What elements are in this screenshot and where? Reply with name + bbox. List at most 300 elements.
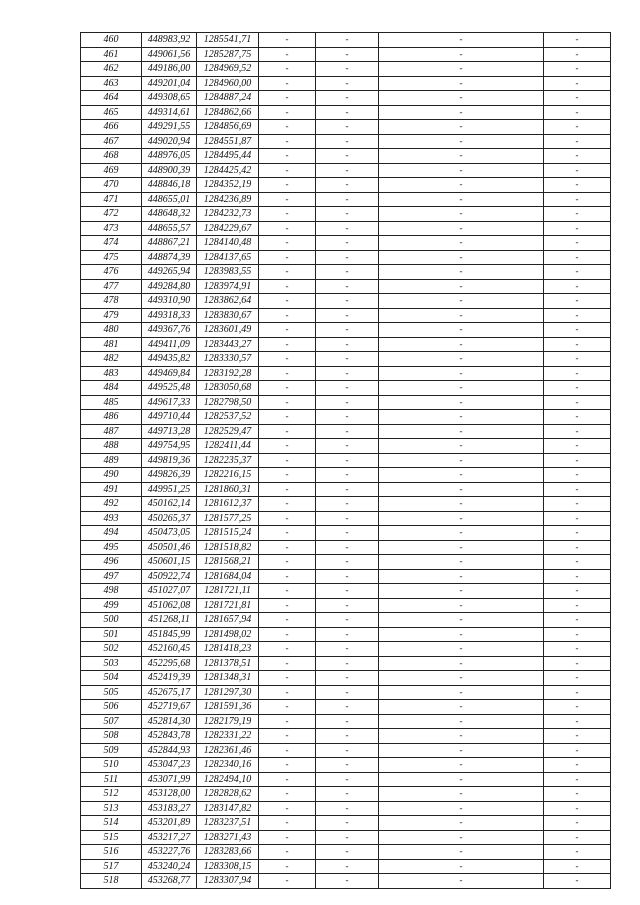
table-row: [81, 134, 611, 149]
cell-col-5: -: [316, 569, 379, 584]
cell-col-6: -: [379, 120, 544, 135]
cell-point-number: 496: [81, 555, 142, 570]
cell-coord-x: 453268,77: [142, 874, 197, 889]
cell-coord-x: 449826,39: [142, 468, 197, 483]
cell-col-7: -: [544, 816, 611, 831]
cell-point-number: 489: [81, 453, 142, 468]
cell-coord-x: 449617,33: [142, 395, 197, 410]
cell-col-6: -: [379, 149, 544, 164]
cell-col-7: -: [544, 352, 611, 367]
cell-col-7: -: [544, 366, 611, 381]
cell-coord-y: 1282411,44: [197, 439, 259, 454]
table-row: [81, 352, 611, 367]
cell-col-4: -: [259, 816, 316, 831]
table-row: [81, 366, 611, 381]
cell-col-5: -: [316, 526, 379, 541]
table-row: [81, 105, 611, 120]
cell-col-4: -: [259, 337, 316, 352]
cell-coord-y: 1284960,00: [197, 76, 259, 91]
cell-coord-x: 453201,89: [142, 816, 197, 831]
cell-coord-y: 1281591,36: [197, 700, 259, 715]
cell-col-4: -: [259, 352, 316, 367]
table-row: [81, 569, 611, 584]
cell-coord-x: 453183,27: [142, 801, 197, 816]
cell-col-5: -: [316, 352, 379, 367]
cell-col-5: -: [316, 656, 379, 671]
cell-col-6: -: [379, 598, 544, 613]
cell-coord-x: 448900,39: [142, 163, 197, 178]
cell-col-6: -: [379, 62, 544, 77]
cell-coord-y: 1281612,37: [197, 497, 259, 512]
table-row: [81, 526, 611, 541]
table-row: [81, 685, 611, 700]
cell-col-7: -: [544, 613, 611, 628]
cell-point-number: 495: [81, 540, 142, 555]
cell-col-7: -: [544, 685, 611, 700]
cell-coord-x: 449291,55: [142, 120, 197, 135]
cell-col-4: -: [259, 598, 316, 613]
table-row: [81, 787, 611, 802]
cell-coord-y: 1283192,28: [197, 366, 259, 381]
cell-col-6: -: [379, 497, 544, 512]
cell-col-4: -: [259, 772, 316, 787]
cell-coord-y: 1282828,62: [197, 787, 259, 802]
cell-col-6: -: [379, 163, 544, 178]
cell-col-6: -: [379, 294, 544, 309]
cell-col-4: -: [259, 453, 316, 468]
cell-col-5: -: [316, 816, 379, 831]
cell-coord-x: 452814,30: [142, 714, 197, 729]
cell-col-7: -: [544, 207, 611, 222]
cell-point-number: 501: [81, 627, 142, 642]
cell-coord-y: 1283308,15: [197, 859, 259, 874]
cell-col-4: -: [259, 134, 316, 149]
table-row: [81, 830, 611, 845]
cell-col-5: -: [316, 642, 379, 657]
cell-coord-y: 1284425,42: [197, 163, 259, 178]
cell-col-4: -: [259, 236, 316, 251]
cell-coord-x: 449525,48: [142, 381, 197, 396]
cell-coord-y: 1284551,87: [197, 134, 259, 149]
cell-col-7: -: [544, 265, 611, 280]
cell-col-7: -: [544, 540, 611, 555]
cell-point-number: 483: [81, 366, 142, 381]
cell-col-7: -: [544, 874, 611, 889]
cell-coord-y: 1283307,94: [197, 874, 259, 889]
table-row: [81, 207, 611, 222]
cell-col-6: -: [379, 192, 544, 207]
cell-coord-x: 449020,94: [142, 134, 197, 149]
cell-col-6: -: [379, 671, 544, 686]
cell-coord-x: 448648,32: [142, 207, 197, 222]
cell-col-6: -: [379, 859, 544, 874]
cell-coord-y: 1284495,44: [197, 149, 259, 164]
cell-col-7: -: [544, 120, 611, 135]
cell-col-6: -: [379, 801, 544, 816]
cell-coord-y: 1284229,67: [197, 221, 259, 236]
cell-coord-y: 1284140,48: [197, 236, 259, 251]
cell-col-5: -: [316, 178, 379, 193]
cell-coord-y: 1285287,75: [197, 47, 259, 62]
cell-coord-x: 449061,56: [142, 47, 197, 62]
cell-coord-y: 1283147,82: [197, 801, 259, 816]
cell-col-5: -: [316, 91, 379, 106]
cell-point-number: 508: [81, 729, 142, 744]
cell-coord-x: 451268,11: [142, 613, 197, 628]
cell-point-number: 506: [81, 700, 142, 715]
cell-col-5: -: [316, 468, 379, 483]
cell-coord-x: 449310,90: [142, 294, 197, 309]
cell-col-4: -: [259, 569, 316, 584]
cell-col-6: -: [379, 221, 544, 236]
cell-col-7: -: [544, 236, 611, 251]
cell-col-4: -: [259, 540, 316, 555]
cell-col-4: -: [259, 656, 316, 671]
cell-coord-x: 449265,94: [142, 265, 197, 280]
cell-point-number: 467: [81, 134, 142, 149]
cell-col-4: -: [259, 221, 316, 236]
cell-col-4: -: [259, 671, 316, 686]
cell-coord-x: 449367,76: [142, 323, 197, 338]
cell-col-6: -: [379, 642, 544, 657]
cell-coord-y: 1284969,52: [197, 62, 259, 77]
cell-coord-y: 1283330,57: [197, 352, 259, 367]
cell-coord-x: 451027,07: [142, 584, 197, 599]
cell-col-4: -: [259, 729, 316, 744]
table-row: [81, 816, 611, 831]
cell-col-5: -: [316, 482, 379, 497]
cell-col-7: -: [544, 76, 611, 91]
cell-col-5: -: [316, 265, 379, 280]
cell-coord-x: 453128,00: [142, 787, 197, 802]
table-row: [81, 439, 611, 454]
cell-point-number: 460: [81, 33, 142, 48]
cell-col-7: -: [544, 47, 611, 62]
cell-coord-y: 1282340,16: [197, 758, 259, 773]
cell-col-7: -: [544, 772, 611, 787]
table-row: [81, 453, 611, 468]
cell-point-number: 503: [81, 656, 142, 671]
cell-col-4: -: [259, 410, 316, 425]
cell-point-number: 485: [81, 395, 142, 410]
cell-point-number: 511: [81, 772, 142, 787]
cell-col-7: -: [544, 482, 611, 497]
table-row: [81, 555, 611, 570]
cell-col-7: -: [544, 598, 611, 613]
cell-col-7: -: [544, 33, 611, 48]
cell-col-7: -: [544, 729, 611, 744]
table-row: [81, 714, 611, 729]
table-row: [81, 91, 611, 106]
table-row: [81, 265, 611, 280]
cell-col-4: -: [259, 555, 316, 570]
cell-col-7: -: [544, 497, 611, 512]
table-row: [81, 627, 611, 642]
cell-coord-y: 1281657,94: [197, 613, 259, 628]
cell-coord-y: 1282537,52: [197, 410, 259, 425]
cell-coord-x: 449411,09: [142, 337, 197, 352]
cell-col-6: -: [379, 482, 544, 497]
cell-col-5: -: [316, 830, 379, 845]
cell-col-5: -: [316, 221, 379, 236]
cell-point-number: 481: [81, 337, 142, 352]
cell-coord-x: 449951,25: [142, 482, 197, 497]
cell-point-number: 477: [81, 279, 142, 294]
cell-col-7: -: [544, 221, 611, 236]
table-row: [81, 511, 611, 526]
cell-coord-x: 452675,17: [142, 685, 197, 700]
cell-coord-y: 1281577,25: [197, 511, 259, 526]
cell-col-6: -: [379, 308, 544, 323]
cell-point-number: 494: [81, 526, 142, 541]
cell-point-number: 479: [81, 308, 142, 323]
cell-coord-y: 1282494,10: [197, 772, 259, 787]
cell-col-6: -: [379, 584, 544, 599]
cell-col-4: -: [259, 613, 316, 628]
cell-col-4: -: [259, 381, 316, 396]
cell-coord-y: 1284856,69: [197, 120, 259, 135]
cell-col-7: -: [544, 105, 611, 120]
cell-coord-y: 1282798,50: [197, 395, 259, 410]
cell-coord-y: 1283271,43: [197, 830, 259, 845]
cell-col-6: -: [379, 47, 544, 62]
cell-col-5: -: [316, 134, 379, 149]
cell-coord-x: 452844,93: [142, 743, 197, 758]
cell-col-7: -: [544, 308, 611, 323]
coordinates-table-body: [81, 33, 611, 889]
cell-coord-y: 1282179,19: [197, 714, 259, 729]
cell-col-7: -: [544, 62, 611, 77]
cell-coord-y: 1281418,23: [197, 642, 259, 657]
cell-point-number: 515: [81, 830, 142, 845]
cell-col-5: -: [316, 279, 379, 294]
cell-col-4: -: [259, 178, 316, 193]
cell-coord-y: 1281378,51: [197, 656, 259, 671]
cell-col-7: -: [544, 555, 611, 570]
cell-point-number: 507: [81, 714, 142, 729]
cell-col-4: -: [259, 323, 316, 338]
cell-col-5: -: [316, 555, 379, 570]
cell-col-5: -: [316, 120, 379, 135]
cell-coord-y: 1281721,11: [197, 584, 259, 599]
cell-coord-y: 1283983,55: [197, 265, 259, 280]
cell-coord-y: 1283443,27: [197, 337, 259, 352]
cell-point-number: 518: [81, 874, 142, 889]
cell-coord-x: 449710,44: [142, 410, 197, 425]
cell-col-4: -: [259, 192, 316, 207]
cell-coord-y: 1283601,49: [197, 323, 259, 338]
cell-col-6: -: [379, 439, 544, 454]
cell-col-6: -: [379, 743, 544, 758]
cell-col-4: -: [259, 787, 316, 802]
cell-point-number: 474: [81, 236, 142, 251]
table-row: [81, 729, 611, 744]
cell-col-5: -: [316, 453, 379, 468]
cell-coord-x: 453071,99: [142, 772, 197, 787]
cell-col-5: -: [316, 294, 379, 309]
table-row: [81, 671, 611, 686]
cell-col-4: -: [259, 33, 316, 48]
cell-col-7: -: [544, 250, 611, 265]
table-row: [81, 598, 611, 613]
cell-col-6: -: [379, 105, 544, 120]
cell-col-6: -: [379, 410, 544, 425]
cell-col-6: -: [379, 874, 544, 889]
table-row: [81, 700, 611, 715]
cell-col-5: -: [316, 76, 379, 91]
cell-coord-x: 452295,68: [142, 656, 197, 671]
cell-coord-x: 450162,14: [142, 497, 197, 512]
table-row: [81, 874, 611, 889]
cell-col-4: -: [259, 830, 316, 845]
cell-col-5: -: [316, 772, 379, 787]
cell-col-7: -: [544, 845, 611, 860]
cell-col-7: -: [544, 700, 611, 715]
cell-coord-x: 448867,21: [142, 236, 197, 251]
cell-col-4: -: [259, 105, 316, 120]
cell-coord-y: 1284137,65: [197, 250, 259, 265]
cell-coord-x: 449435,82: [142, 352, 197, 367]
cell-coord-y: 1283862,64: [197, 294, 259, 309]
cell-col-4: -: [259, 91, 316, 106]
cell-coord-y: 1281568,21: [197, 555, 259, 570]
cell-point-number: 488: [81, 439, 142, 454]
table-row: [81, 62, 611, 77]
cell-col-6: -: [379, 555, 544, 570]
cell-coord-x: 449186,00: [142, 62, 197, 77]
cell-coord-y: 1281860,31: [197, 482, 259, 497]
cell-point-number: 482: [81, 352, 142, 367]
cell-col-7: -: [544, 511, 611, 526]
cell-col-4: -: [259, 76, 316, 91]
cell-coord-y: 1283050,68: [197, 381, 259, 396]
cell-col-4: -: [259, 366, 316, 381]
cell-point-number: 468: [81, 149, 142, 164]
cell-col-5: -: [316, 729, 379, 744]
cell-point-number: 469: [81, 163, 142, 178]
cell-col-5: -: [316, 497, 379, 512]
table-row: [81, 294, 611, 309]
cell-col-5: -: [316, 714, 379, 729]
cell-col-6: -: [379, 700, 544, 715]
cell-coord-x: 452160,45: [142, 642, 197, 657]
cell-col-5: -: [316, 743, 379, 758]
cell-coord-y: 1281518,82: [197, 540, 259, 555]
cell-point-number: 512: [81, 787, 142, 802]
cell-col-4: -: [259, 627, 316, 642]
cell-col-6: -: [379, 772, 544, 787]
cell-col-5: -: [316, 250, 379, 265]
cell-col-7: -: [544, 134, 611, 149]
cell-coord-x: 449284,80: [142, 279, 197, 294]
cell-col-4: -: [259, 308, 316, 323]
cell-col-4: -: [259, 294, 316, 309]
table-row: [81, 381, 611, 396]
cell-col-7: -: [544, 439, 611, 454]
cell-col-7: -: [544, 468, 611, 483]
cell-coord-y: 1285541,71: [197, 33, 259, 48]
cell-col-7: -: [544, 91, 611, 106]
cell-col-4: -: [259, 439, 316, 454]
cell-col-7: -: [544, 381, 611, 396]
cell-col-5: -: [316, 323, 379, 338]
cell-col-6: -: [379, 685, 544, 700]
table-row: [81, 250, 611, 265]
cell-col-6: -: [379, 569, 544, 584]
cell-coord-y: 1281515,24: [197, 526, 259, 541]
cell-point-number: 461: [81, 47, 142, 62]
cell-col-7: -: [544, 642, 611, 657]
cell-coord-x: 449713,28: [142, 424, 197, 439]
cell-col-7: -: [544, 424, 611, 439]
cell-col-7: -: [544, 801, 611, 816]
table-row: [81, 859, 611, 874]
cell-col-6: -: [379, 613, 544, 628]
cell-col-5: -: [316, 308, 379, 323]
cell-point-number: 514: [81, 816, 142, 831]
table-row: [81, 845, 611, 860]
table-row: [81, 642, 611, 657]
table-row: [81, 149, 611, 164]
cell-col-5: -: [316, 511, 379, 526]
cell-col-5: -: [316, 395, 379, 410]
cell-point-number: 463: [81, 76, 142, 91]
cell-col-4: -: [259, 700, 316, 715]
table-row: [81, 323, 611, 338]
cell-col-6: -: [379, 830, 544, 845]
cell-coord-x: 453227,76: [142, 845, 197, 860]
cell-col-5: -: [316, 787, 379, 802]
cell-coord-x: 452719,67: [142, 700, 197, 715]
table-row: [81, 656, 611, 671]
cell-col-6: -: [379, 540, 544, 555]
cell-coord-y: 1281297,30: [197, 685, 259, 700]
cell-coord-y: 1284352,19: [197, 178, 259, 193]
cell-coord-x: 449308,65: [142, 91, 197, 106]
cell-col-5: -: [316, 627, 379, 642]
table-row: [81, 584, 611, 599]
cell-col-6: -: [379, 714, 544, 729]
cell-coord-y: 1281498,02: [197, 627, 259, 642]
cell-point-number: 509: [81, 743, 142, 758]
cell-coord-x: 451062,08: [142, 598, 197, 613]
cell-col-5: -: [316, 758, 379, 773]
cell-col-5: -: [316, 366, 379, 381]
cell-point-number: 513: [81, 801, 142, 816]
cell-col-5: -: [316, 671, 379, 686]
cell-point-number: 462: [81, 62, 142, 77]
cell-coord-y: 1281348,31: [197, 671, 259, 686]
cell-point-number: 491: [81, 482, 142, 497]
table-row: [81, 308, 611, 323]
cell-col-4: -: [259, 801, 316, 816]
table-row: [81, 221, 611, 236]
cell-coord-y: 1283830,67: [197, 308, 259, 323]
cell-col-6: -: [379, 381, 544, 396]
cell-col-7: -: [544, 830, 611, 845]
cell-col-5: -: [316, 540, 379, 555]
cell-col-5: -: [316, 381, 379, 396]
table-row: [81, 540, 611, 555]
cell-coord-y: 1282331,22: [197, 729, 259, 744]
cell-col-7: -: [544, 294, 611, 309]
cell-coord-x: 453217,27: [142, 830, 197, 845]
cell-col-6: -: [379, 279, 544, 294]
cell-col-5: -: [316, 700, 379, 715]
cell-coord-y: 1284862,66: [197, 105, 259, 120]
cell-col-4: -: [259, 149, 316, 164]
cell-col-7: -: [544, 859, 611, 874]
